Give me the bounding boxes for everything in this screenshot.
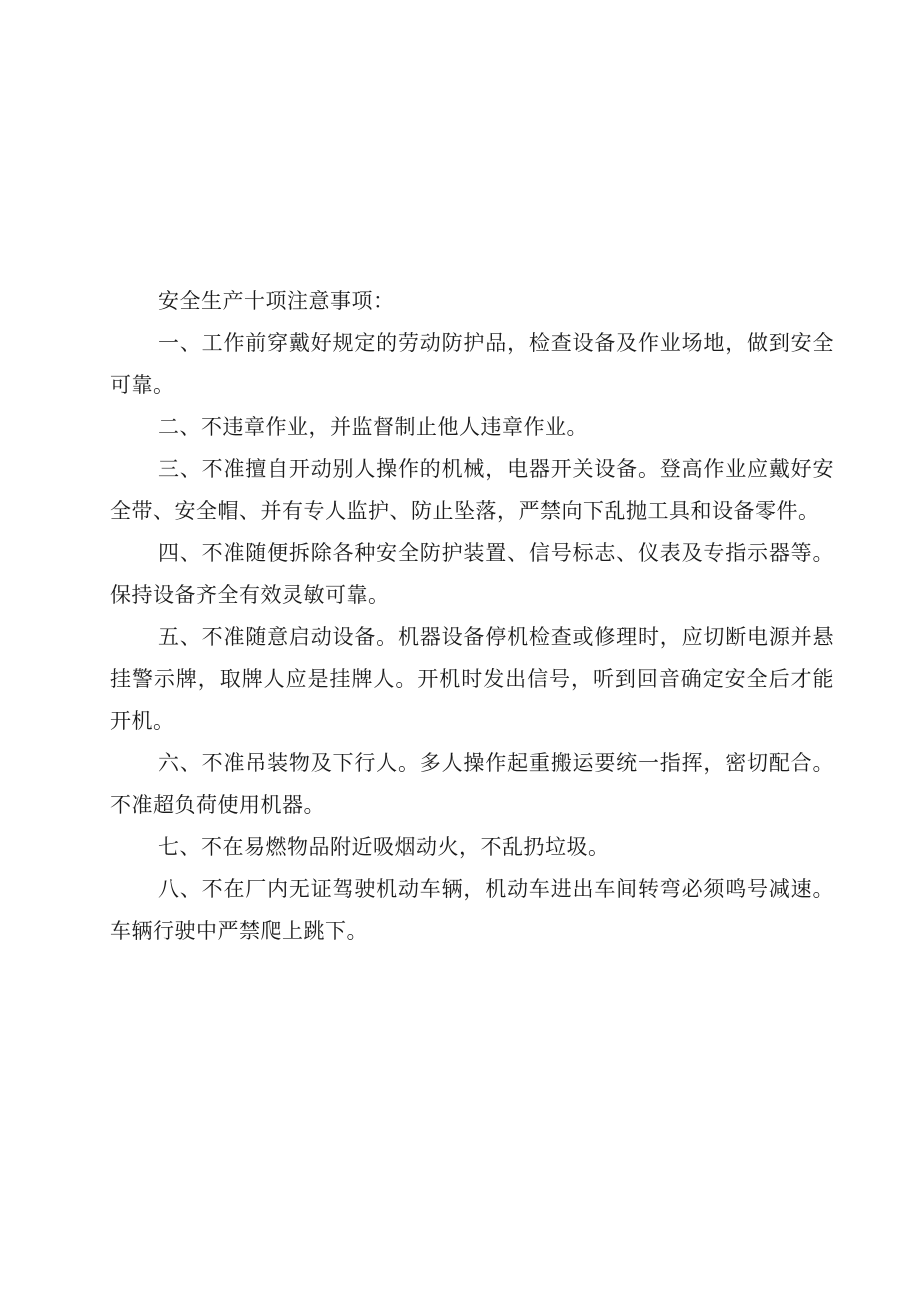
rule-item-4: 四、不准随便拆除各种安全防护装置、信号标志、仪表及专指示器等。保持设备齐全有效灵敏可靠。	[110, 541, 834, 607]
rule-item-6: 六、不准吊装物及下行人。多人操作起重搬运要统一指挥，密切配合。不准超负荷使用机器。	[110, 751, 834, 817]
rule-item-1: 一、工作前穿戴好规定的劳动防护品，检查设备及作业场地，做到安全可靠。	[110, 331, 834, 397]
document-body	[110, 280, 834, 952]
rule-item-2: 二、不违章作业，并监督制止他人违章作业。	[158, 415, 588, 439]
document-heading: 安全生产十项注意事项：	[158, 289, 395, 313]
rule-item-7: 七、不在易燃物品附近吸烟动火，不乱扔垃圾。	[158, 835, 610, 859]
rule-item-3: 三、不准擅自开动别人操作的机械，电器开关设备。登高作业应戴好安全带、安全帽、并有专人监护、防止坠落，严禁向下乱抛工具和设备零件。	[110, 457, 834, 523]
rule-item-5: 五、不准随意启动设备。机器设备停机检查或修理时，应切断电源并悬挂警示牌，取牌人应是挂牌人。开机时发出信号，听到回音确定安全后才能开机。	[110, 625, 834, 733]
rule-item-8: 八、不在厂内无证驾驶机动车辆，机动车进出车间转弯必须鸣号减速。车辆行驶中严禁爬上跳下。	[110, 877, 834, 943]
